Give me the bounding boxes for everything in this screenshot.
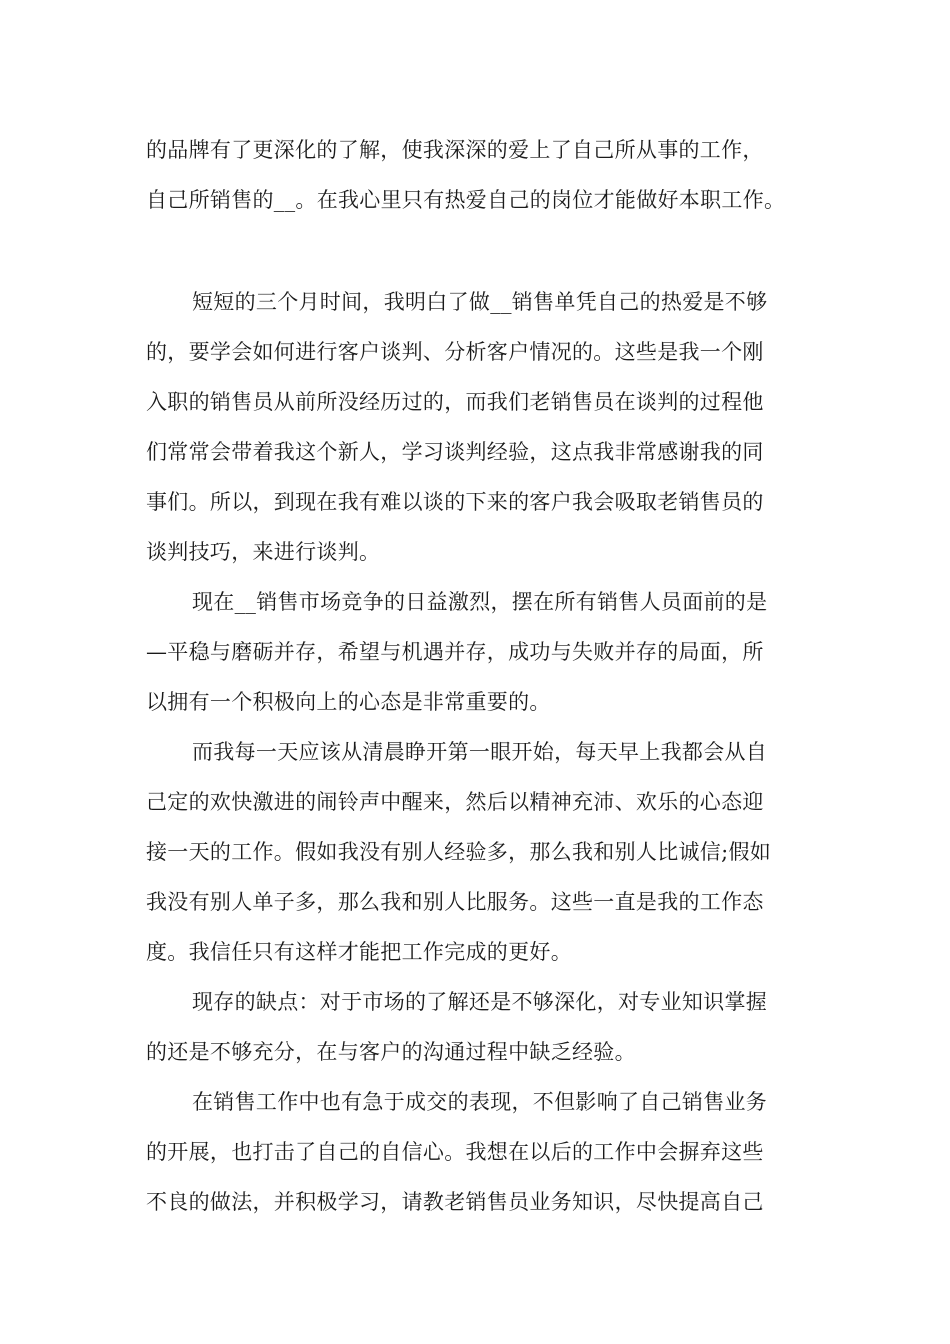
text-line: 入职的销售员从前所没经历过的，而我们老销售员在谈判的过程他 — [146, 390, 764, 414]
text-line: 现存的缺点：对于市场的了解还是不够深化，对专业知识掌握 — [192, 990, 768, 1014]
text-line: 在销售工作中也有急于成交的表现，不但影响了自己销售业务 — [192, 1090, 768, 1114]
text-line: 以拥有一个积极向上的心态是非常重要的。 — [146, 690, 551, 714]
text-line: 们常常会带着我这个新人，学习谈判经验，这点我非常感谢我的同 — [146, 440, 764, 464]
text-line: 事们。所以，到现在我有难以谈的下来的客户我会吸取老销售员的 — [146, 490, 764, 514]
text-line: 的开展，也打击了自己的自信心。我想在以后的工作中会摒弃这些 — [146, 1140, 764, 1164]
text-line: 短短的三个月时间，我明白了做__销售单凭自己的热爱是不够 — [192, 290, 768, 314]
text-line: 度。我信任只有这样才能把工作完成的更好。 — [146, 940, 572, 964]
text-line: 谈判技巧，来进行谈判。 — [146, 540, 381, 564]
text-line: 而我每一天应该从清晨睁开第一眼开始，每天早上我都会从自 — [192, 740, 768, 764]
text-line: —平稳与磨砺并存，希望与机遇并存，成功与失败并存的局面，所 — [146, 640, 764, 664]
text-line: 现在__销售市场竞争的日益激烈，摆在所有销售人员面前的是 — [192, 590, 768, 614]
text-line: 不良的做法，并积极学习，请教老销售员业务知识，尽快提高自己 — [146, 1190, 764, 1214]
text-line: 我没有别人单子多，那么我和别人比服务。这些一直是我的工作态 — [146, 890, 764, 914]
text-line: 的品牌有了更深化的了解，使我深深的爱上了自己所从事的工作， — [146, 138, 764, 162]
text-line: 的，要学会如何进行客户谈判、分析客户情况的。这些是我一个刚 — [146, 340, 764, 364]
text-line: 己定的欢快激进的闹铃声中醒来，然后以精神充沛、欢乐的心态迎 — [146, 790, 764, 814]
text-line: 自己所销售的__。在我心里只有热爱自己的岗位才能做好本职工作。 — [146, 188, 786, 212]
text-line: 接一天的工作。假如我没有别人经验多，那么我和别人比诚信;假如 — [146, 840, 772, 864]
text-line: 的还是不够充分，在与客户的沟通过程中缺乏经验。 — [146, 1040, 636, 1064]
